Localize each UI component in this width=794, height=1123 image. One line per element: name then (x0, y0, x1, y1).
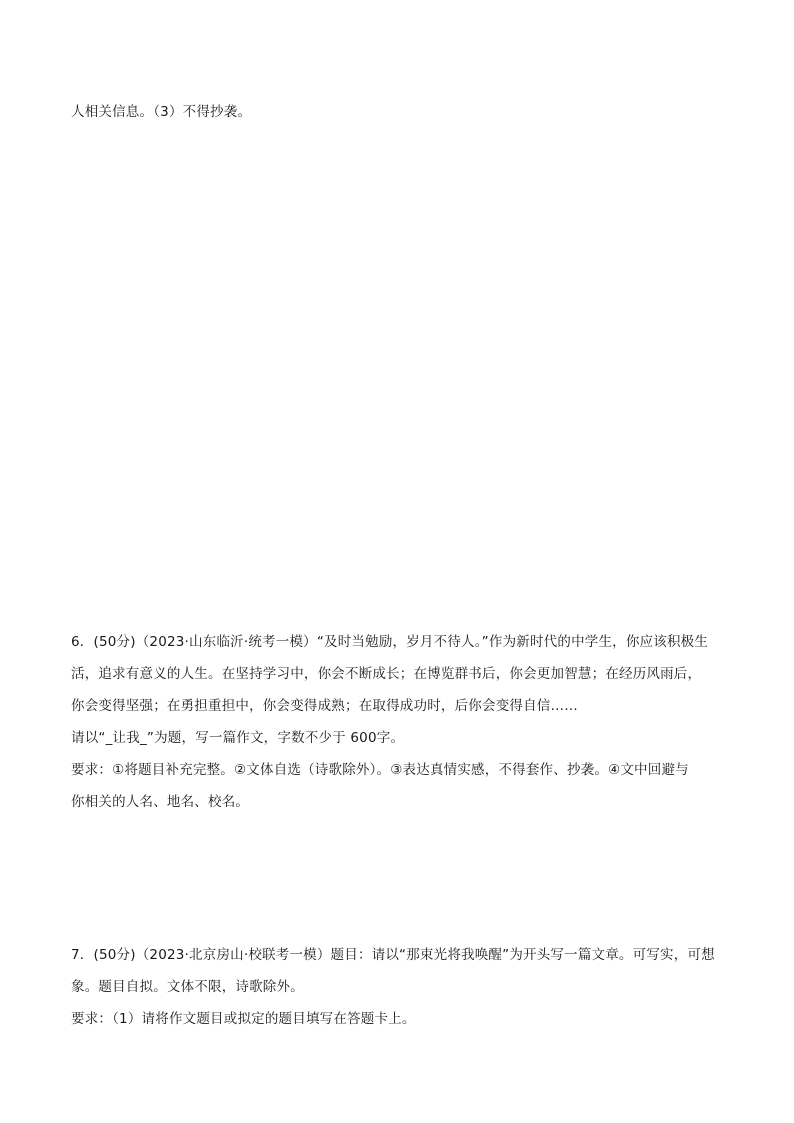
question-6-prompt: 请以“_让我_”为题，写一篇作文，字数不少于 600字。 (71, 730, 405, 746)
question-6-line-1: 6．(50分)（2023·山东临沂·统考一模）“及时当勉励，岁月不待人。”作为新时代的中学生，你应该积极生 (71, 634, 709, 650)
question-7-line-2: 象。题目自拟。文体不限，诗歌除外。 (71, 979, 304, 995)
question-6-requirements-cont: 你相关的人名、地名、校名。 (71, 794, 250, 810)
question-6-requirements: 要求：①将题目补充完整。②文体自选（诗歌除外）。③表达真情实感，不得套作、抄袭。④文中回避与 (71, 762, 689, 778)
question-6-line-2: 活，追求有意义的人生。在坚持学习中，你会不断成长；在博览群书后，你会更加智慧；在经历风雨后， (71, 666, 702, 682)
continuation-text: 人相关信息。（3）不得抄袭。 (71, 104, 252, 120)
question-7-line-1: 7．(50分)（2023·北京房山·校联考一模）题目：请以“那束光将我唤醒”为开头写一篇文章。可写实，可想 (71, 947, 715, 963)
question-7-requirements: 要求：（1）请将作文题目或拟定的题目填写在答题卡上。 (71, 1011, 416, 1027)
question-6-line-3: 你会变得坚强；在勇担重担中，你会变得成熟；在取得成功时，后你会变得自信…… (71, 698, 578, 714)
